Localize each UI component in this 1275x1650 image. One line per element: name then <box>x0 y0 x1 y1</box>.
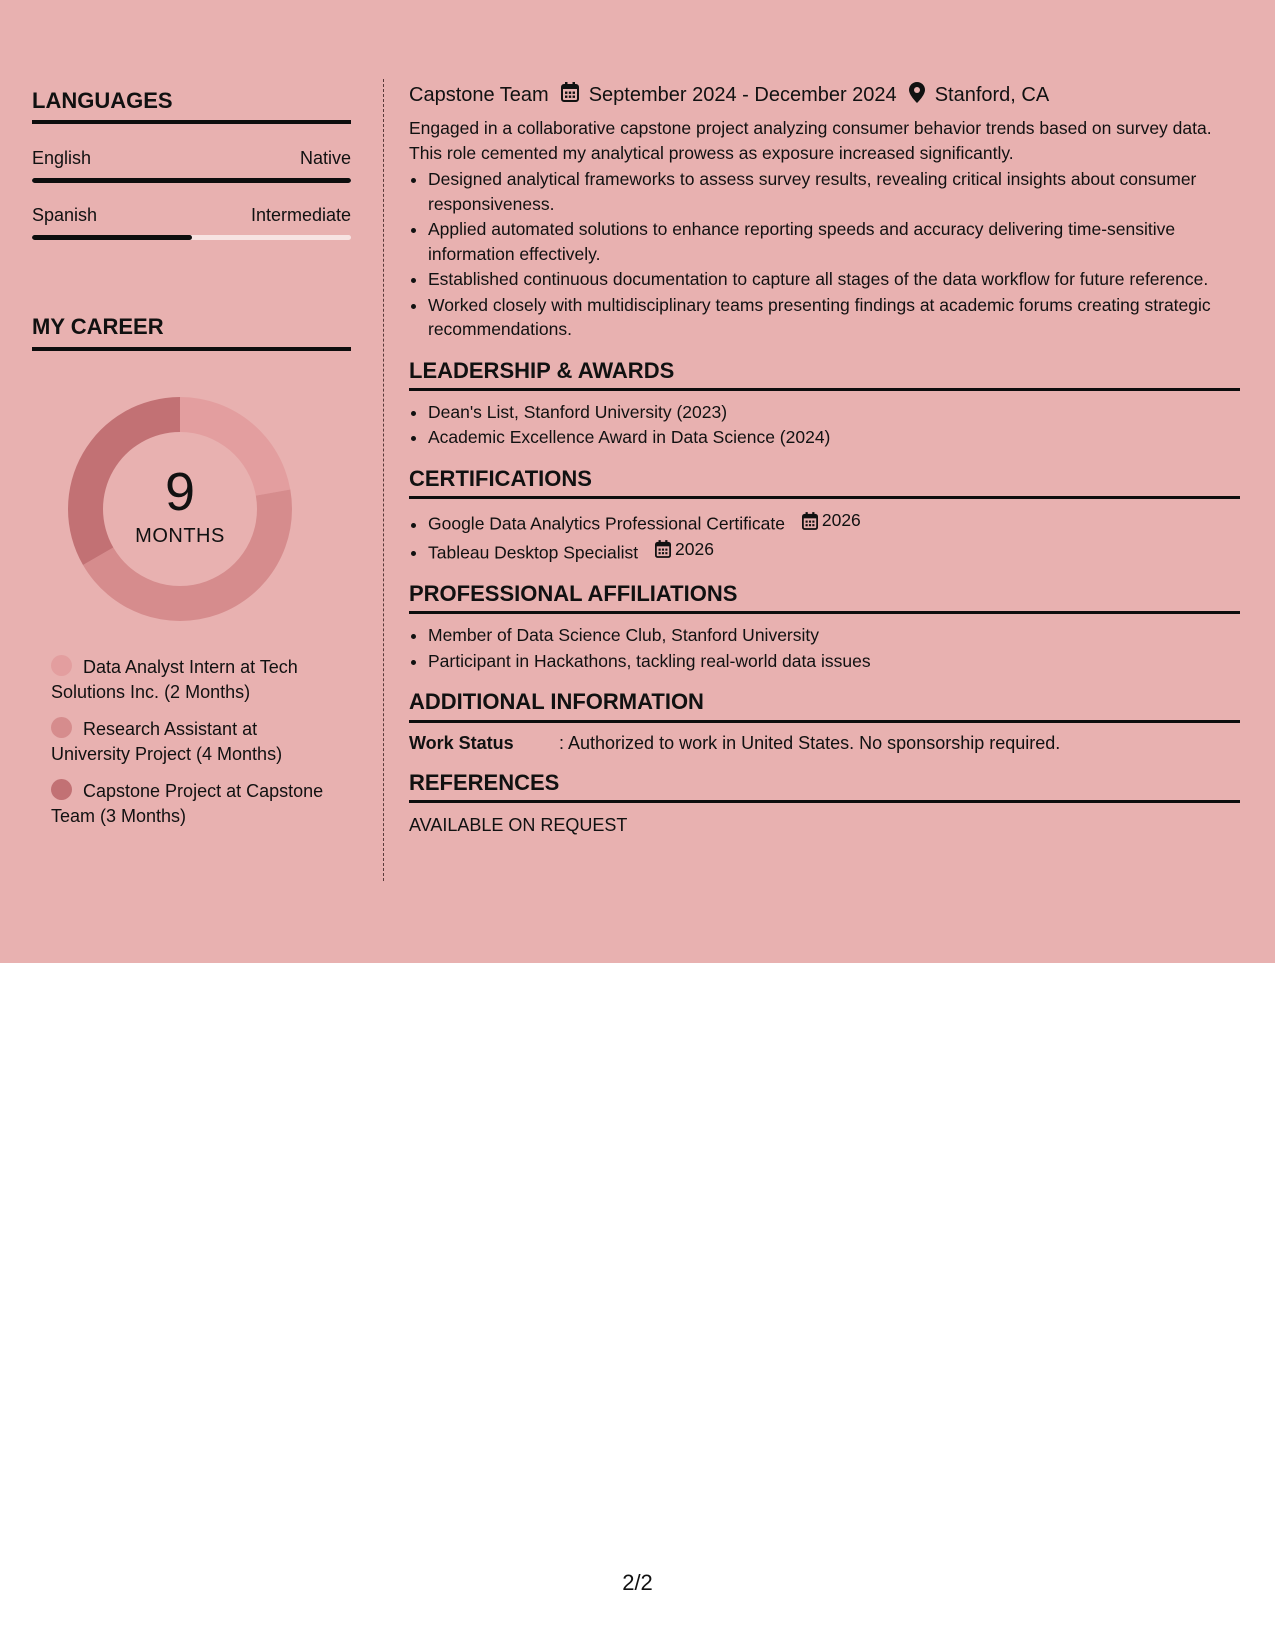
certification-year: 2026 <box>821 510 861 531</box>
language-bar-fill <box>32 178 351 183</box>
legend-item <box>51 779 341 829</box>
language-bar-fill <box>32 235 192 240</box>
legend-dot <box>51 655 72 676</box>
job-bullet: • Applied automated solutions to enhance reporting speeds and accuracy delivering time-sensitive information effectively. <box>428 217 1240 266</box>
career-donut-chart <box>66 395 294 623</box>
job-company: Capstone Team <box>409 83 549 106</box>
certification-date <box>802 508 861 533</box>
work-status-row <box>409 733 1240 754</box>
career-heading: MY CAREER <box>32 314 351 350</box>
legend-label: Capstone Project at Capstone Team (3 Months) <box>51 780 324 826</box>
certification-name: Google Data Analytics Professional Certificate <box>428 513 785 534</box>
certification-year: 2026 <box>675 539 714 560</box>
legend-dot <box>51 717 72 738</box>
calendar-icon <box>655 540 671 558</box>
awards-list <box>409 400 1240 450</box>
main-content <box>409 80 1240 836</box>
job-dates: September 2024 - December 2024 <box>588 83 897 106</box>
language-name: Spanish <box>32 205 98 226</box>
language-bar-english <box>32 178 351 183</box>
language-row-spanish <box>32 205 351 226</box>
job-description: Engaged in a collaborative capstone project analyzing consumer behavior trends based on survey data. This role cemented my analytical prowess as exposure increased significantly. <box>409 118 1212 163</box>
legend-dot <box>51 779 72 800</box>
career-total-months: 9 <box>164 462 196 523</box>
work-status-label: Work Status <box>409 732 514 753</box>
column-divider <box>383 79 384 881</box>
job-bullet: • Designed analytical frameworks to assess survey results, revealing critical insights about consumer responsiveness. <box>428 167 1240 216</box>
references-text: AVAILABLE ON REQUEST <box>409 814 628 835</box>
calendar-icon <box>802 512 818 530</box>
affiliations-heading: PROFESSIONAL AFFILIATIONS <box>409 581 1240 614</box>
job-bullet: • Worked closely with multidisciplinary teams presenting findings at academic forums creating strategic recommendations. <box>428 293 1240 342</box>
language-bar-spanish <box>32 235 351 240</box>
certification-item <box>428 508 1240 536</box>
additional-section <box>409 689 1240 753</box>
affiliation-item: • Member of Data Science Club, Stanford University <box>428 623 1240 648</box>
certification-date <box>655 537 714 562</box>
affiliation-item: • Participant in Hackathons, tackling real-world data issues <box>428 649 1240 674</box>
languages-heading: LANGUAGES <box>32 88 351 124</box>
legend-item <box>51 655 341 705</box>
job-bullets <box>409 167 1240 342</box>
certification-name: Tableau Desktop Specialist <box>428 542 639 563</box>
awards-section <box>409 358 1240 450</box>
legend-label: Research Assistant at University Project (4 Months) <box>51 718 283 764</box>
affiliations-section <box>409 581 1240 673</box>
career-total-unit: MONTHS <box>135 525 225 548</box>
job-bullet: • Established continuous documentation to capture all stages of the data workflow for future reference. <box>428 267 1240 292</box>
award-item: • Academic Excellence Award in Data Science (2024) <box>428 425 1240 450</box>
job-header <box>409 80 1240 110</box>
language-level: Native <box>299 148 351 169</box>
page-number: 2/2 <box>622 1570 653 1595</box>
career-legend <box>51 655 341 829</box>
legend-label: Data Analyst Intern at Tech Solutions Inc. (2 Months) <box>51 656 298 702</box>
certifications-section <box>409 466 1240 565</box>
language-level: Intermediate <box>250 205 351 226</box>
references-section <box>409 770 1240 836</box>
certifications-heading: CERTIFICATIONS <box>409 466 1240 499</box>
language-name: English <box>32 148 92 169</box>
calendar-icon <box>561 82 579 108</box>
references-heading: REFERENCES <box>409 770 1240 803</box>
location-pin-icon <box>909 82 925 109</box>
language-row-english <box>32 148 351 169</box>
certification-item <box>428 537 1240 565</box>
legend-item <box>51 717 341 767</box>
job-location: Stanford, CA <box>934 83 1050 106</box>
sidebar <box>32 88 351 841</box>
affiliations-list <box>409 623 1240 673</box>
awards-heading: LEADERSHIP & AWARDS <box>409 358 1240 391</box>
certifications-list <box>409 508 1240 565</box>
award-item: • Dean's List, Stanford University (2023) <box>428 400 1240 425</box>
additional-heading: ADDITIONAL INFORMATION <box>409 689 1240 722</box>
work-status-value: : Authorized to work in United States. No sponsorship required. <box>559 732 1061 753</box>
donut-center-label <box>66 395 294 623</box>
